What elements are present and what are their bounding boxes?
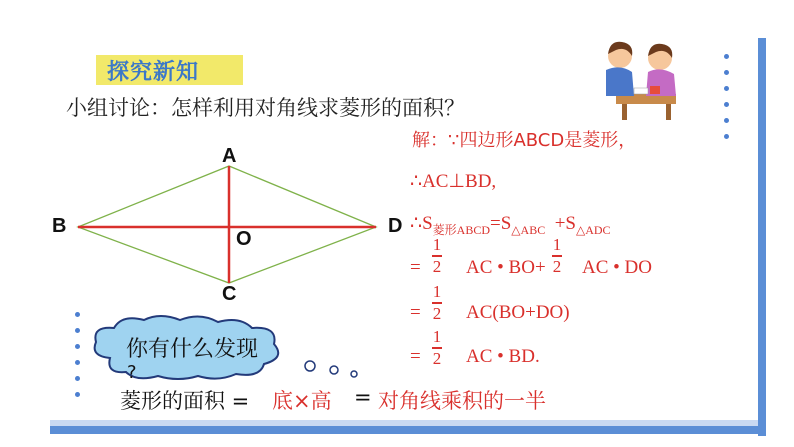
solution-line-4-part-1: AC • BO+ <box>466 257 546 278</box>
solution-line-1: 解：∵四边形ABCD是菱形， <box>412 130 637 151</box>
conclusion-part-3: 对角线乘积的一半 <box>378 389 546 413</box>
fraction-half-2: 1 2 <box>552 235 562 276</box>
conclusion-part-1: 菱形的面积 = <box>120 389 250 413</box>
cloud-question-text: 你有什么发现 <box>126 337 259 362</box>
solution-line-6: AC • BD. <box>466 346 540 367</box>
solution-line-2: ∴AC⊥BD, <box>410 171 497 192</box>
thought-bubbles-trail <box>300 358 370 382</box>
point-label-c: C <box>222 283 237 305</box>
discussion-question: 小组讨论：怎样利用对角线求菱形的面积？ <box>66 96 465 120</box>
conclusion-part-2: 底×高 <box>272 389 332 413</box>
solution-line-3: $\therefore S_{菱形ABCD}=S_{\triangle ABC} +S_{\triangle ADC}$ <box>410 213 611 237</box>
fraction-half-4: 1 2 <box>432 327 442 368</box>
point-label-d: D <box>388 215 403 237</box>
conclusion-equals: = <box>354 385 372 409</box>
solution-line-6-eq: = <box>410 346 421 367</box>
solution-line-4-part-2: AC • DO <box>582 257 652 278</box>
point-label-b: B <box>52 215 67 237</box>
fraction-half-1: 1 2 <box>432 235 442 276</box>
rhombus-outline <box>78 166 376 283</box>
solution-line-4-eq: = <box>410 257 421 278</box>
point-label-a: A <box>222 145 237 167</box>
point-label-o: O <box>236 228 252 250</box>
cloud-question-mark: ? <box>127 362 137 383</box>
title-banner-text: 探究新知 <box>107 60 200 85</box>
solution-line-5: AC(BO+DO) <box>466 302 570 323</box>
solution-line-5-eq: = <box>410 302 421 323</box>
fraction-half-3: 1 2 <box>432 282 442 323</box>
